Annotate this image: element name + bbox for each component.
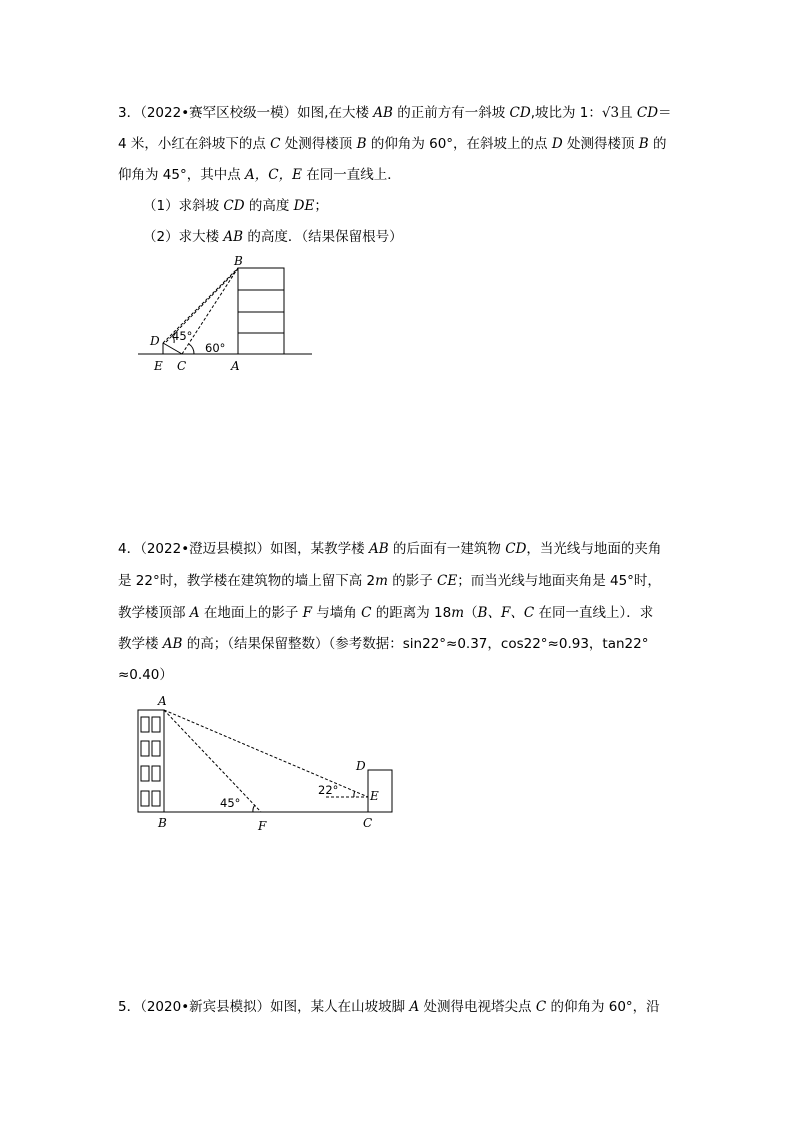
unit-m: m [375, 573, 388, 589]
problem-3-question-1 [143, 197, 328, 215]
unit-m: m [451, 605, 465, 621]
angle-arc-22 [354, 791, 355, 797]
text: 处测得楼顶 [280, 136, 357, 152]
light-line-af [164, 710, 261, 812]
label-d: D [356, 759, 366, 773]
text: 且 [619, 105, 637, 121]
var-c: C [535, 999, 547, 1015]
text: 教学楼 [118, 636, 163, 652]
text: 是 22°时，教学楼在建筑物的墙上留下高 2 [118, 573, 376, 589]
angle-arc-60 [189, 344, 194, 354]
text: ；而当光线与地面夹角是 45°时， [457, 573, 661, 589]
text: （ [464, 605, 478, 621]
var-ab: AB [373, 105, 393, 121]
text: 的仰角为 60°，在斜坡上的点 [366, 136, 552, 152]
problem-number: 5． [118, 999, 141, 1015]
var-b: B [356, 136, 367, 152]
slope-cd [163, 343, 182, 354]
problem-source: （2020•新宾县模拟） [140, 999, 271, 1015]
problem-4-line-4 [118, 635, 648, 653]
text: 的高度．（结果保留根号） [243, 229, 403, 245]
problem-4-line-2 [118, 572, 661, 590]
angle-label-60: 60° [205, 341, 226, 355]
building [238, 268, 284, 354]
var-ce: CE [437, 573, 458, 589]
text: 的 [648, 136, 667, 152]
var-ab: AB [223, 229, 244, 245]
text: 在同一直线上． [301, 167, 401, 183]
var-f: F [302, 605, 313, 621]
problem-source: （2022•澄迈县模拟） [140, 541, 271, 557]
var-cd: CD [509, 105, 531, 121]
var-c: C [270, 136, 281, 152]
var-cd: CD [505, 541, 527, 557]
text: 的影子 [387, 573, 438, 589]
var-c: C [361, 605, 372, 621]
text: 的后面有一建筑物 [388, 541, 506, 557]
text: 仰角为 45°，其中点 [118, 167, 246, 183]
sqrt-3: √3 [601, 105, 620, 121]
text: 处测得楼顶 [562, 136, 639, 152]
text: ； [314, 198, 328, 214]
var-b: B [638, 136, 649, 152]
label-e: E [370, 789, 379, 803]
problem-4-line-5 [118, 666, 173, 684]
text: 的仰角为 60°，沿 [546, 999, 660, 1015]
label-b: B [234, 254, 243, 268]
label-a: A [231, 359, 240, 373]
problem-3-figure [130, 250, 330, 380]
var-d: D [551, 136, 563, 152]
var-cd: CD [223, 198, 245, 214]
problem-source: （2022•赛罕区校级一模） [140, 105, 298, 121]
label-f: F [258, 819, 267, 833]
var-a: A [409, 999, 420, 1015]
var-ab: AB [162, 636, 183, 652]
problem-number: 3． [118, 105, 141, 121]
text: 在地面上的影子 [199, 605, 303, 621]
var-cd: CD [636, 105, 659, 121]
text: 的高；（结果保留整数）（参考数据：sin22°≈0.37，cos22°≈0.93，tan22° [182, 636, 649, 652]
text: 如图，某教学楼 [270, 541, 369, 557]
label-c: C [177, 359, 187, 373]
problem-4-line-3 [118, 604, 653, 622]
var-a: A [189, 605, 200, 621]
angle-label-22: 22° [318, 783, 339, 797]
problem-4-line-1 [118, 540, 661, 558]
text: ≈0.40） [118, 667, 173, 683]
text: 如图,在大楼 [297, 105, 374, 121]
text: ,坡比为 1： [530, 105, 602, 121]
text: 的距离为 18 [371, 605, 452, 621]
angle-label-45: 45° [220, 796, 241, 810]
label-a: A [158, 694, 167, 708]
text: 的正前方有一斜坡 [392, 105, 510, 121]
var-ab: AB [368, 541, 389, 557]
text: 处测得电视塔尖点 [419, 999, 536, 1015]
problem-3-line-1 [118, 104, 672, 122]
text: （1）求斜坡 [143, 198, 224, 214]
problem-3-line-3 [118, 166, 401, 184]
text: ，当光线与地面的夹角 [526, 541, 662, 557]
label-e: E [154, 359, 163, 373]
var-de: DE [293, 198, 315, 214]
problem-4-figure [130, 690, 410, 835]
label-d: D [150, 334, 160, 348]
problem-5-line-1 [118, 998, 660, 1016]
text: 与墙角 [312, 605, 362, 621]
text: ＝ [658, 105, 672, 121]
problem-number: 4． [118, 541, 141, 557]
var-points: B、F、C [477, 605, 535, 621]
angle-label-45: 45° [172, 329, 193, 343]
text: 4 米，小红在斜坡下的点 [118, 136, 271, 152]
label-b: B [158, 816, 167, 830]
text: （2）求大楼 [143, 229, 224, 245]
var-points: A，C，E [245, 167, 302, 183]
angle-arc-45 [253, 805, 255, 812]
text: 如图，某人在山坡坡脚 [270, 999, 410, 1015]
problem-3-line-2 [118, 135, 666, 153]
text: 的高度 [244, 198, 294, 214]
text: 在同一直线上）．求 [534, 605, 654, 621]
label-c: C [363, 816, 373, 830]
text: 教学楼顶部 [118, 605, 190, 621]
windows [141, 717, 160, 806]
problem-3-question-2 [143, 228, 403, 246]
